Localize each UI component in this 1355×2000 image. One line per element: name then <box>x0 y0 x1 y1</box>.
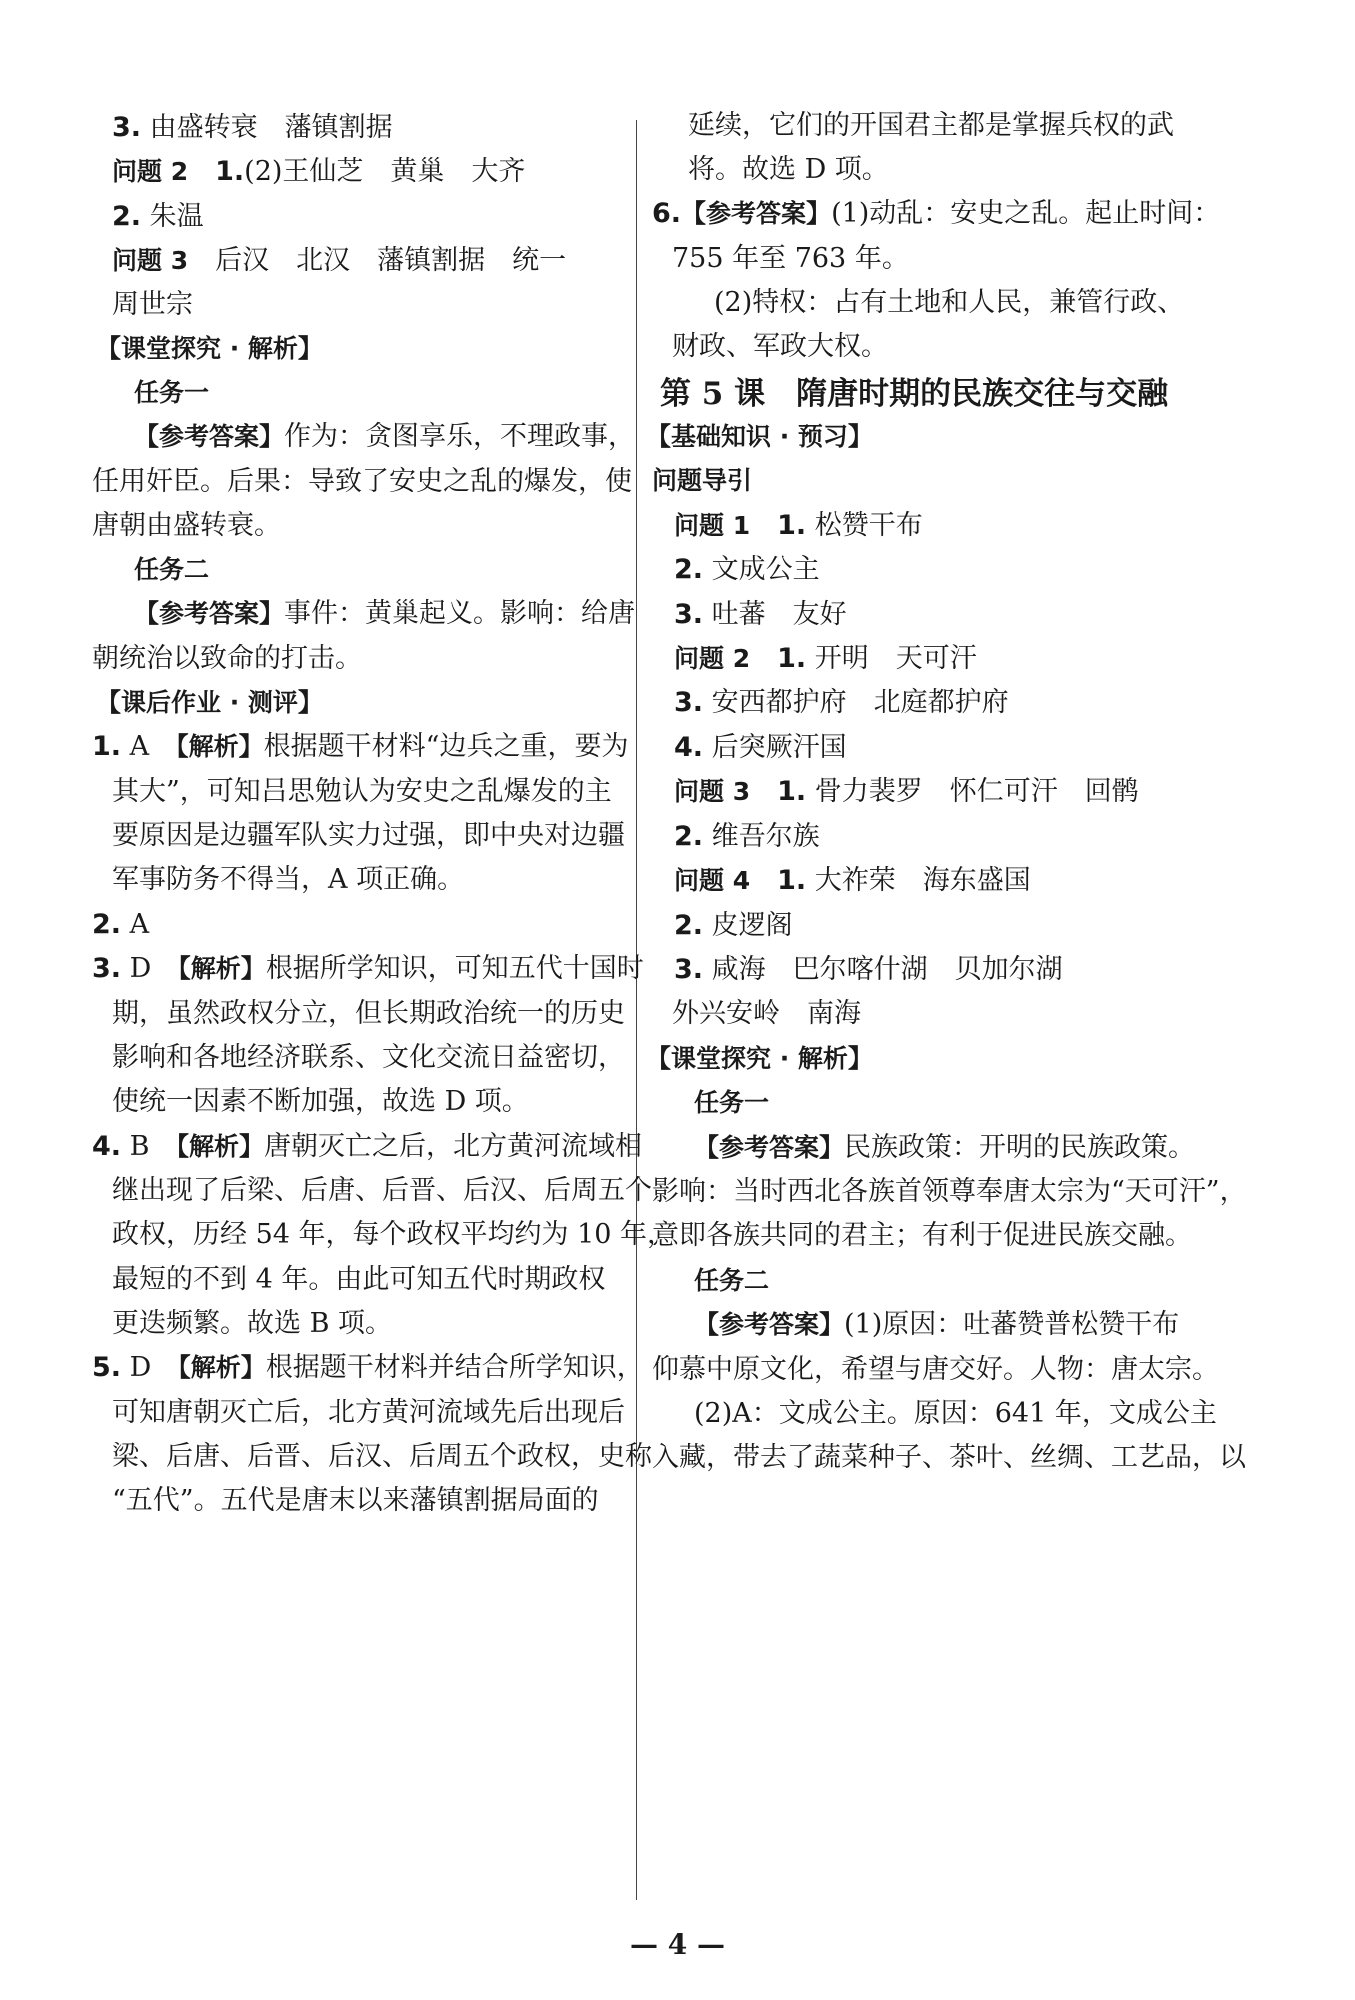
question-1: 问题 1 1. 松赞干布 <box>674 510 923 541</box>
answer-4: 4. B 【解析】唐朝灭亡之后，北方黄河流域相 <box>92 1131 642 1162</box>
section-heading: 【课后作业 · 测评】 <box>96 688 323 717</box>
question-2: 问题 2 1. 开明 天可汗 <box>674 643 977 674</box>
answer-2: 2. A <box>92 909 150 940</box>
answer-3: 3. D 【解析】根据所学知识，可知五代十国时 <box>92 953 644 984</box>
answer-line: 2. 文成公主 <box>674 554 820 585</box>
answer-line: 期，虽然政权分立，但长期政治统一的历史 <box>112 998 625 1029</box>
lesson-title: 第 5 课 隋唐时期的民族交往与交融 <box>660 376 1169 412</box>
answer-1: 1. A 【解析】根据题干材料“边兵之重，要为 <box>92 731 629 762</box>
task-heading: 任务二 <box>134 555 210 584</box>
answer-line: 政权，历经 54 年，每个政权平均约为 10 年， <box>112 1219 675 1250</box>
answer-6: 6.【参考答案】(1)动乱：安史之乱。起止时间： <box>652 198 1221 229</box>
answer-line: 梁、后唐、后晋、后汉、后周五个政权，史称 <box>112 1441 652 1472</box>
answer-line: 2. 维吾尔族 <box>674 821 820 852</box>
answer-line: 755 年至 763 年。 <box>672 243 909 274</box>
task-heading: 任务一 <box>694 1088 770 1117</box>
answer-line: 入藏，带去了蔬菜种子、茶叶、丝绸、工艺品，以 <box>652 1442 1246 1473</box>
answer-line: 使统一因素不断加强，故选 D 项。 <box>112 1086 529 1117</box>
answer-line: (2)特权：占有土地和人民，兼管行政、 <box>714 287 1185 318</box>
answer-line: 意即各族共同的君主；有利于促进民族交融。 <box>652 1220 1192 1251</box>
answer-paragraph: 【参考答案】事件：黄巢起义。影响：给唐 <box>134 598 636 629</box>
section-heading: 【基础知识 · 预习】 <box>646 422 873 451</box>
task-heading: 任务一 <box>134 378 210 407</box>
answer-line: 更迭频繁。故选 B 项。 <box>112 1308 393 1339</box>
answer-line: 其大”，可知吕思勉认为安史之乱爆发的主 <box>112 776 612 807</box>
line-3: 3. 由盛转衰 藩镇割据 <box>112 112 393 143</box>
question-2: 问题 2 1.(2)王仙芝 黄巢 大齐 <box>112 156 526 187</box>
guide-heading: 问题导引 <box>652 466 753 495</box>
answer-paragraph: 【参考答案】(1)原因：吐蕃赞普松赞干布 <box>694 1309 1180 1340</box>
answer-line: 3. 吐蕃 友好 <box>674 599 847 630</box>
answer-line: 可知唐朝灭亡后，北方黄河流域先后出现后 <box>112 1397 625 1428</box>
answer-line: 4. 后突厥汗国 <box>674 732 847 763</box>
answer-5: 5. D 【解析】根据题干材料并结合所学知识， <box>92 1352 644 1383</box>
answer-line: 最短的不到 4 年。由此可知五代时期政权 <box>112 1264 606 1295</box>
answer-line: 财政、军政大权。 <box>672 331 888 362</box>
answer-line: 继出现了后梁、后唐、后晋、后汉、后周五个 <box>112 1175 652 1206</box>
answer-line: (2)A：文成公主。原因：641 年，文成公主 <box>694 1398 1217 1429</box>
answer-line: 2. 皮逻阁 <box>674 910 793 941</box>
question-4: 问题 4 1. 大祚荣 海东盛国 <box>674 865 1031 896</box>
answer-line: 唐朝由盛转衰。 <box>92 510 281 541</box>
answer-line: 将。故选 D 项。 <box>688 154 889 185</box>
section-heading: 【课堂探究 · 解析】 <box>96 334 323 363</box>
answer-line: 朝统治以致命的打击。 <box>92 643 362 674</box>
task-heading: 任务二 <box>694 1266 770 1295</box>
question-3-cont: 周世宗 <box>112 289 193 320</box>
line-2: 2. 朱温 <box>112 201 204 232</box>
column-divider <box>636 120 637 1900</box>
answer-line: “五代”。五代是唐末以来藩镇割据局面的 <box>112 1485 599 1516</box>
section-heading: 【课堂探究 · 解析】 <box>646 1044 873 1073</box>
answer-paragraph: 【参考答案】作为：贪图享乐，不理政事， <box>134 421 636 452</box>
question-3: 问题 3 1. 骨力裴罗 怀仁可汗 回鹘 <box>674 776 1139 807</box>
answer-line: 外兴安岭 南海 <box>672 998 861 1029</box>
answer-line: 任用奸臣。后果：导致了安史之乱的爆发，使 <box>92 466 632 497</box>
answer-line: 延续，它们的开国君主都是掌握兵权的武 <box>688 110 1174 141</box>
answer-line: 影响：当时西北各族首领尊奉唐太宗为“天可汗”， <box>652 1176 1247 1207</box>
answer-line: 3. 咸海 巴尔喀什湖 贝加尔湖 <box>674 954 1063 985</box>
answer-line: 影响和各地经济联系、文化交流日益密切， <box>112 1042 625 1073</box>
answer-line: 仰慕中原文化，希望与唐交好。人物：唐太宗。 <box>652 1354 1219 1385</box>
answer-line: 3. 安西都护府 北庭都护府 <box>674 687 1009 718</box>
answer-paragraph: 【参考答案】民族政策：开明的民族政策。 <box>694 1132 1196 1163</box>
question-3: 问题 3 后汉 北汉 藩镇割据 统一 <box>112 245 567 276</box>
answer-line: 要原因是边疆军队实力过强，即中央对边疆 <box>112 820 625 851</box>
answer-line: 军事防务不得当，A 项正确。 <box>112 864 465 895</box>
page-number: — 4 — <box>630 1928 725 1961</box>
